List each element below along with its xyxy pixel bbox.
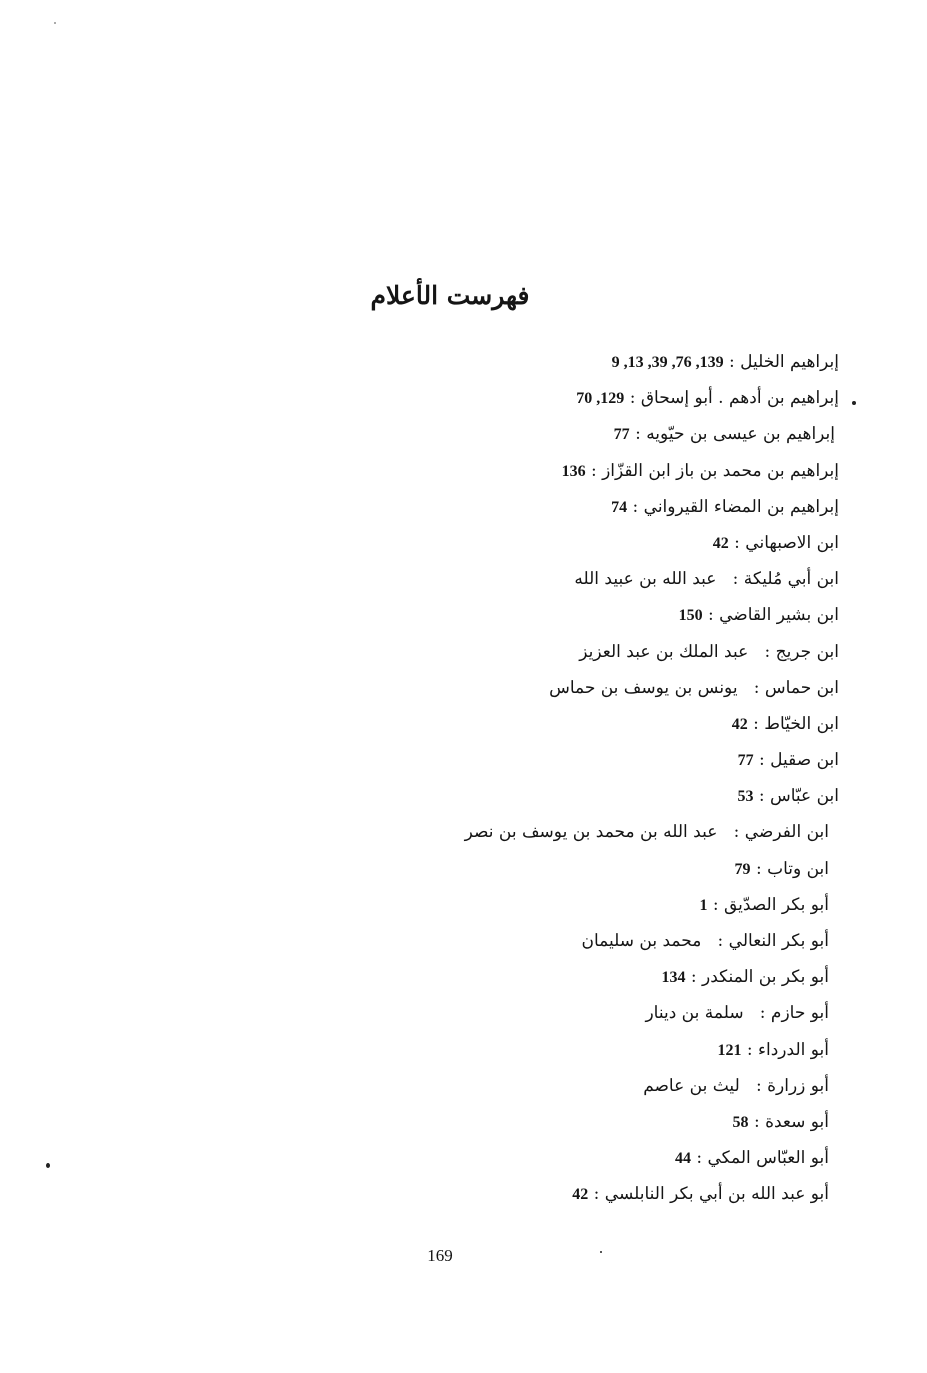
entry-name: ابن وتاب : xyxy=(755,858,829,879)
entry-ref: 136 xyxy=(561,462,586,480)
entry-ref: 42 xyxy=(572,1186,589,1204)
entry-name: ابن عبّاس : xyxy=(758,786,839,807)
entry-ref: 9 ,13 ,39 ,76 ,139 xyxy=(611,354,724,371)
list-item xyxy=(279,670,839,706)
list-item xyxy=(279,416,839,452)
entry-ref: 134 xyxy=(661,969,686,987)
entry-name: إبراهيم بن المضاء القيرواني : xyxy=(632,496,839,517)
entry-ref: عبد الله بن عبيد الله xyxy=(574,569,717,590)
list-item xyxy=(279,1104,839,1140)
list-item xyxy=(279,1176,839,1212)
entry-name: ابن الفرضي : xyxy=(733,822,829,843)
entry-name: أبو بكر الصدّيق : xyxy=(712,894,829,915)
entry-name: ابن بشير القاضي : xyxy=(707,605,839,626)
entry-ref: عبد الملك بن عبد العزيز xyxy=(579,641,749,662)
entry-name: أبو حازم : xyxy=(759,1003,829,1024)
entry-ref: عبد الله بن محمد بن يوسف بن نصر xyxy=(464,822,718,843)
list-item xyxy=(279,778,839,814)
index-list xyxy=(279,344,839,1213)
entry-ref: سلمة بن دينار xyxy=(645,1003,744,1024)
list-item xyxy=(279,851,839,887)
list-item xyxy=(279,923,839,959)
entry-ref: 70 ,129 xyxy=(576,390,625,408)
entry-ref: 58 xyxy=(732,1113,749,1131)
scan-speck xyxy=(46,1163,50,1168)
entry-name: أبو عبد الله بن أبي بكر النابلسي : xyxy=(593,1184,829,1205)
entry-name: ابن جريج : xyxy=(764,641,839,662)
list-item xyxy=(279,489,839,525)
list-item xyxy=(279,561,839,597)
list-item xyxy=(279,814,839,850)
entry-ref: 79 xyxy=(734,860,751,878)
entry-name: ابن الخيّاط : xyxy=(753,713,839,734)
entry-name: أبو بكر بن المنكدر : xyxy=(690,967,829,988)
entry-ref: 42 xyxy=(712,534,729,552)
scan-speck xyxy=(600,1251,602,1253)
entry-name: ابن صقيل : xyxy=(759,750,839,771)
list-item xyxy=(279,1068,839,1104)
page-number: 169 xyxy=(427,1246,453,1265)
list-item xyxy=(279,453,839,489)
entry-ref: 1 xyxy=(699,896,708,914)
entry-name: إبراهيم الخليل : xyxy=(728,352,839,372)
entry-ref: 44 xyxy=(674,1150,691,1168)
list-item xyxy=(279,1140,839,1176)
list-item xyxy=(279,634,839,670)
entry-name: أبو بكر النعالي : xyxy=(717,931,829,951)
list-item xyxy=(279,887,839,923)
entry-ref: 77 xyxy=(737,752,754,770)
entry-name: ابن الاصبهاني : xyxy=(734,532,839,553)
entry-ref: محمد بن سليمان xyxy=(581,931,702,951)
entry-name: أبو العبّاس المكي : xyxy=(696,1148,829,1169)
list-item xyxy=(279,597,839,633)
page-title: فهرست الأعلام xyxy=(370,280,530,310)
list-item xyxy=(279,959,839,995)
entry-ref: 77 xyxy=(613,426,630,444)
entry-ref: 53 xyxy=(737,788,754,806)
entry-name: ابن حماس : xyxy=(753,677,839,698)
entry-name: أبو سعدة : xyxy=(753,1111,829,1132)
list-item xyxy=(279,742,839,778)
list-item xyxy=(279,525,839,561)
entry-name: إبراهيم بن عيسى بن حيّويه : xyxy=(635,424,835,445)
list-item xyxy=(279,1032,839,1068)
list-item xyxy=(279,995,839,1031)
list-item xyxy=(279,344,839,380)
list-item xyxy=(279,706,839,742)
entry-ref: 150 xyxy=(678,607,703,625)
entry-name: أبو زرارة : xyxy=(755,1075,829,1096)
entry-name: أبو الدرداء : xyxy=(746,1039,829,1060)
entry-name: إبراهيم بن محمد بن باز ابن القزّاز : xyxy=(590,460,839,481)
entry-name: إبراهيم بن أدهم . أبو إسحاق : xyxy=(629,388,839,409)
entry-ref: 42 xyxy=(731,715,748,733)
list-item xyxy=(279,380,839,416)
scan-speck xyxy=(852,401,856,405)
entry-name: ابن أبي مُليكة : xyxy=(732,569,839,590)
entry-ref: ليث بن عاصم xyxy=(643,1075,740,1096)
scan-speck xyxy=(54,22,56,24)
entry-ref: يونس بن يوسف بن حماس xyxy=(549,677,738,698)
entry-ref: 74 xyxy=(611,498,628,516)
entry-ref: 121 xyxy=(717,1041,742,1059)
